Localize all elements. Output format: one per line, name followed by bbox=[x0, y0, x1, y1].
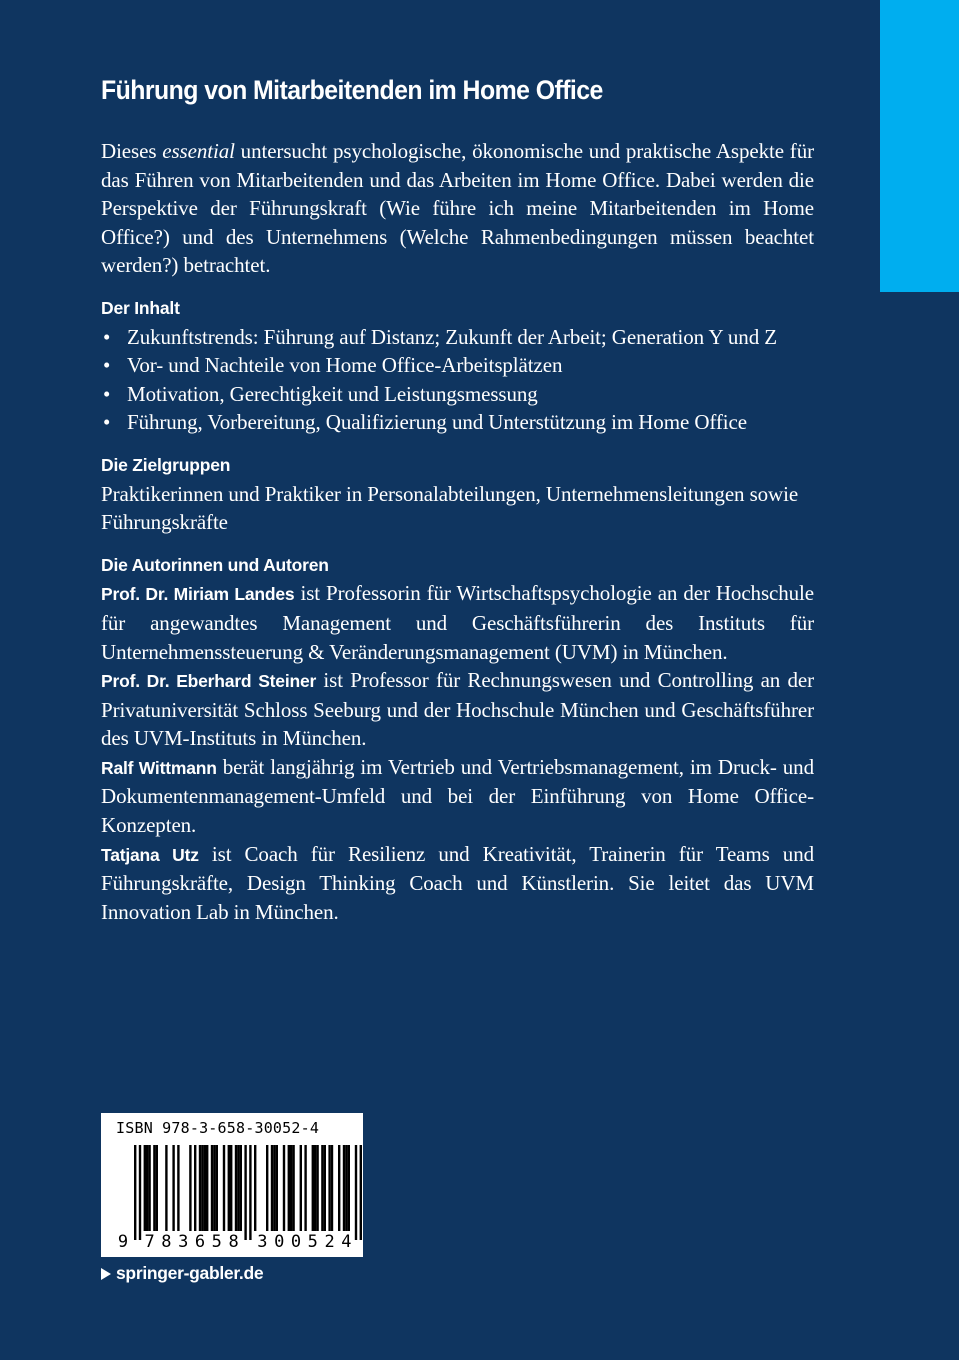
website-text: springer-gabler.de bbox=[116, 1263, 264, 1283]
author-bio bbox=[101, 666, 814, 753]
list-item-text: Führung, Vorbereitung, Qualifizierung und Unterstützung im Home Office bbox=[127, 410, 747, 435]
barcode-bar bbox=[338, 1145, 340, 1231]
barcode-digit: 8 bbox=[228, 1232, 239, 1252]
barcode-bar bbox=[314, 1145, 316, 1231]
barcode-bar bbox=[324, 1145, 326, 1231]
list-item bbox=[101, 323, 814, 352]
list-item bbox=[101, 351, 814, 380]
barcode-digit: 3 bbox=[178, 1232, 189, 1252]
barcode-digit: 6 bbox=[194, 1232, 206, 1252]
barcode-guard-bar bbox=[134, 1145, 136, 1240]
list-item bbox=[101, 408, 814, 437]
barcode-bar bbox=[276, 1145, 278, 1231]
intro-text-rest: untersucht psychologische, ökonomische und praktische Aspekte für das Führen von Mitarbeitenden und das Arbeiten im Home Office. Dabei werden die Perspektive der Führungskraft (Wie führe ich meine Mitarbeitenden im Home Office?) und des Unternehmens (Welche Rahmenbedingungen müssen beachtet werden?) betrachtet. bbox=[101, 139, 814, 278]
barcode-bar bbox=[206, 1145, 208, 1231]
barcode-bar bbox=[271, 1145, 273, 1231]
bullet-icon: • bbox=[103, 324, 111, 349]
barcode-guard-bar bbox=[249, 1145, 251, 1240]
barcode-bar bbox=[283, 1145, 285, 1231]
barcode-bar bbox=[201, 1145, 203, 1231]
barcode-digit: 0 bbox=[290, 1232, 302, 1252]
barcode-digit: 3 bbox=[257, 1232, 268, 1252]
barcode-bar bbox=[189, 1145, 191, 1231]
barcode-bar bbox=[235, 1145, 237, 1231]
barcode-guard-bar bbox=[244, 1145, 246, 1240]
barcode-bar bbox=[194, 1145, 196, 1231]
barcode-digit: 9 bbox=[117, 1232, 129, 1252]
barcode-digit: 0 bbox=[274, 1232, 285, 1252]
barcode-bar bbox=[312, 1145, 314, 1231]
barcode-bar bbox=[273, 1145, 275, 1231]
intro-paragraph bbox=[101, 137, 814, 280]
barcode-bar bbox=[237, 1145, 239, 1231]
barcode-bar bbox=[348, 1145, 350, 1231]
barcode-bar bbox=[148, 1145, 150, 1231]
barcode-bar bbox=[156, 1145, 158, 1231]
arrow-right-icon bbox=[101, 1268, 111, 1280]
barcode-digit: 8 bbox=[161, 1232, 172, 1252]
author-name: Tatjana Utz bbox=[101, 844, 199, 865]
barcode-bar bbox=[153, 1145, 155, 1231]
barcode-bar bbox=[304, 1145, 306, 1231]
barcode-guard-bar bbox=[360, 1145, 362, 1240]
barcode-digit: 5 bbox=[307, 1232, 318, 1252]
author-bio bbox=[101, 840, 814, 927]
section-zielgruppen bbox=[101, 451, 814, 537]
author-name: Prof. Dr. Miriam Landes bbox=[101, 584, 295, 605]
zielgruppen-text: Praktikerinnen und Praktiker in Personalabteilungen, Unternehmensleitungen sowie Führungskräfte bbox=[101, 481, 799, 535]
bullet-icon: • bbox=[103, 410, 111, 435]
barcode-bar bbox=[177, 1145, 179, 1231]
author-bio-text: berät langjährig im Vertrieb und Vertriebsmanagement, im Druck- und Dokumentenmanagement-Umfeld und bei der Einführung von Home Office-Konzepten. bbox=[101, 754, 814, 838]
barcode-bar bbox=[144, 1145, 146, 1231]
website-link[interactable] bbox=[101, 1261, 263, 1285]
barcode-bar bbox=[292, 1145, 294, 1231]
list-item-text: Motivation, Gerechtigkeit und Leistungsmessung bbox=[127, 381, 538, 406]
cyan-accent-bar bbox=[880, 0, 959, 292]
barcode-digit: 5 bbox=[211, 1232, 222, 1252]
section-heading-inhalt: Der Inhalt bbox=[101, 297, 180, 318]
bullet-icon: • bbox=[103, 353, 111, 378]
barcode-bar bbox=[266, 1145, 268, 1231]
isbn-barcode bbox=[101, 1113, 363, 1257]
section-heading-autoren: Die Autorinnen und Autoren bbox=[101, 554, 329, 575]
section-heading-zielgruppen: Die Zielgruppen bbox=[101, 454, 231, 475]
barcode-bar bbox=[172, 1145, 174, 1231]
author-bio bbox=[101, 579, 814, 666]
author-name: Prof. Dr. Eberhard Steiner bbox=[101, 671, 317, 692]
barcode-digit: 7 bbox=[144, 1232, 155, 1252]
section-inhalt bbox=[101, 294, 814, 437]
content-list bbox=[101, 323, 814, 437]
intro-text-start: Dieses bbox=[101, 139, 163, 163]
barcode-bar bbox=[204, 1145, 206, 1231]
author-bio-text: ist Professorin für Wirtschaftspsychologie an der Hochschule für angewandtes Management und Geschäftsführerin des Instituts für Unternehmenssteuerung & Veränderungsmanagement (UVM) in München. bbox=[101, 581, 814, 664]
barcode-digit: 4 bbox=[341, 1232, 352, 1252]
bullet-icon: • bbox=[103, 381, 111, 406]
barcode-bar bbox=[321, 1145, 323, 1231]
barcode-guard-bar bbox=[139, 1145, 141, 1240]
list-item bbox=[101, 380, 814, 409]
barcode-guard-bar bbox=[355, 1145, 357, 1240]
barcode-bar bbox=[211, 1145, 213, 1231]
list-item-text: Vor- und Nachteile von Home Office-Arbeitsplätzen bbox=[127, 353, 563, 378]
barcode-bar bbox=[213, 1145, 215, 1231]
barcode-bar bbox=[290, 1145, 292, 1231]
barcode-bar bbox=[240, 1145, 242, 1231]
barcode-graphic bbox=[101, 1113, 363, 1257]
author-name: Ralf Wittmann bbox=[101, 757, 217, 778]
barcode-bar bbox=[199, 1145, 201, 1231]
book-title: Führung von Mitarbeitenden im Home Office bbox=[101, 75, 603, 105]
barcode-bar bbox=[223, 1145, 225, 1231]
list-item-text: Zukunftstrends: Führung auf Distanz; Zukunft der Arbeit; Generation Y und Z bbox=[127, 324, 777, 349]
barcode-bar bbox=[316, 1145, 318, 1231]
barcode-bar bbox=[331, 1145, 333, 1231]
barcode-bar bbox=[345, 1145, 347, 1231]
barcode-bar bbox=[288, 1145, 290, 1231]
barcode-bar bbox=[343, 1145, 345, 1231]
barcode-bar bbox=[165, 1145, 167, 1231]
author-bio bbox=[101, 753, 814, 840]
author-bio-text: ist Professor für Rechnungswesen und Controlling an der Privatuniversität Schloss Seeburg und der Hochschule München und Geschäftsführer des UVM-Instituts in München. bbox=[101, 668, 815, 751]
barcode-digit: 2 bbox=[324, 1232, 335, 1252]
barcode-bar bbox=[146, 1145, 148, 1231]
barcode-bar bbox=[216, 1145, 218, 1231]
barcode-bar bbox=[328, 1145, 330, 1231]
intro-emphasis: essential bbox=[162, 139, 235, 163]
barcode-bar bbox=[300, 1145, 302, 1231]
isbn-label: ISBN 978-3-658-30052-4 bbox=[116, 1119, 320, 1137]
barcode-bar bbox=[254, 1145, 256, 1231]
barcode-bar bbox=[228, 1145, 230, 1231]
section-autoren bbox=[101, 551, 814, 927]
barcode-bar bbox=[230, 1145, 232, 1231]
back-cover-text bbox=[101, 137, 814, 940]
author-bio-text: ist Coach für Resilienz und Kreativität, Trainerin für Teams und Führungskräfte, Design Thinking Coach und Künstlerin. Sie leitet das UVM Innovation Lab in München. bbox=[101, 841, 814, 924]
